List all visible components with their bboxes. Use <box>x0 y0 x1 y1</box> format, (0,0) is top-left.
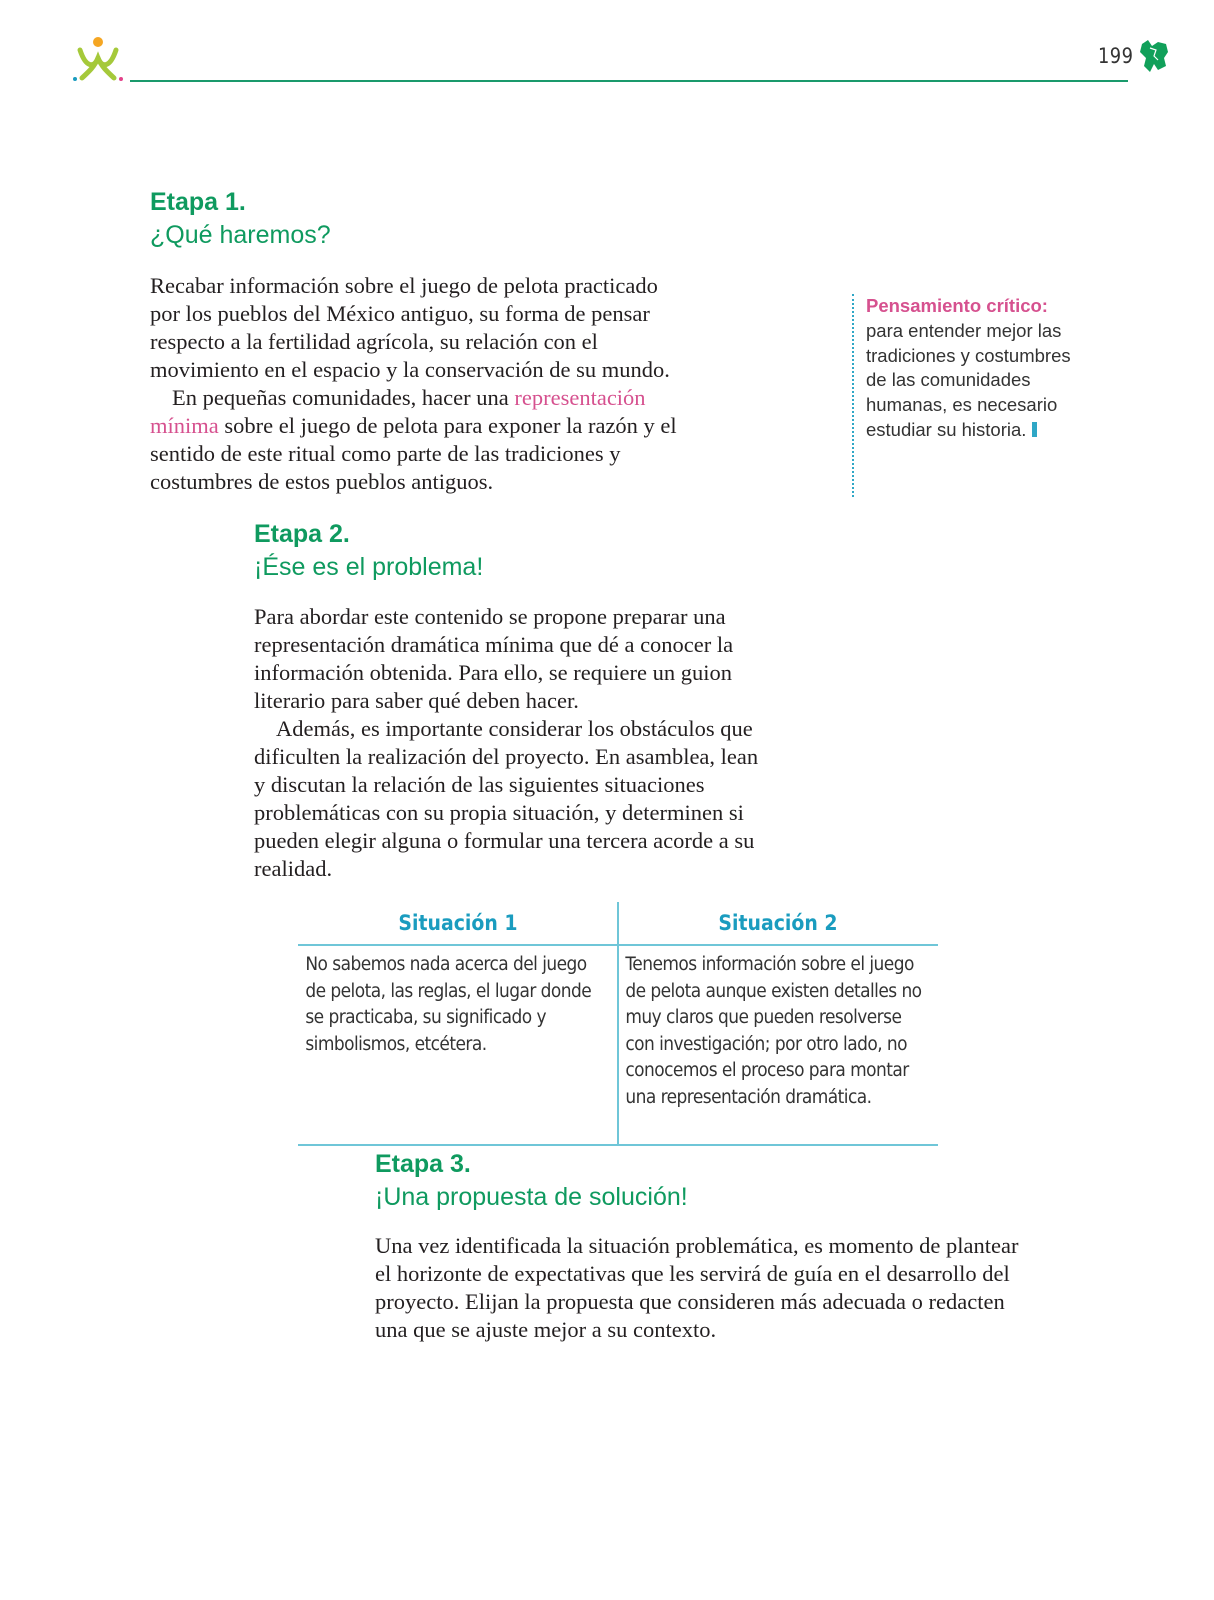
stage2-number: Etapa 2. <box>254 520 350 548</box>
situation-2-cell: Tenemos información sobre el juego de pelota aunque existen detalles no muy claros que pueden resolverse con investigación; por otro lado, no conocemos el proceso para montar una representación dramática. <box>625 954 922 1108</box>
stage2-paragraph-1: Para abordar este contenido se propone preparar una representación dramática mínima que dé a conocer la información obtenida. Para ello, se requiere un guion literario para saber qué deben hacer. <box>254 604 734 713</box>
situations-table <box>298 902 938 1146</box>
stage3-text <box>375 1232 1039 1344</box>
stage1-heading <box>150 186 331 252</box>
stage1-paragraph-2 <box>150 384 690 496</box>
stage1-number: Etapa 1. <box>150 188 246 216</box>
stage3-heading <box>375 1148 688 1214</box>
critical-thinking-note <box>852 294 1076 497</box>
map-icon <box>1138 38 1170 74</box>
situation-1-column <box>298 902 618 1058</box>
situation-1-cell: No sabemos nada acerca del juego de pelota, las reglas, el lugar donde se practicaba, su significado y simbolismos, etcétera. <box>305 954 592 1055</box>
situation-2-column <box>618 902 938 1111</box>
stage1-paragraph-2b: sobre el juego de pelota para exponer la razón y el sentido de este ritual como parte de las tradiciones y costumbres de estos pueblos antiguos. <box>150 413 677 494</box>
header-rule <box>130 80 1128 82</box>
stage2-heading <box>254 518 483 584</box>
stage1-text <box>150 272 690 496</box>
situation-1-header: Situación 1 <box>298 902 618 946</box>
stage1-title: ¿Qué haremos? <box>150 221 331 249</box>
stage2-paragraph-2 <box>254 715 762 883</box>
representacion-minima-term: representación mínima <box>150 385 646 438</box>
table-divider <box>617 902 619 1146</box>
stage1-paragraph-1: Recabar información sobre el juego de pelota practicado por los pueblos del México antiguo, su forma de pensar respecto a la fertilidad agrícola, su relación con el movimiento en el espacio y la conservación de su mundo. <box>150 273 670 382</box>
end-mark-icon <box>1032 422 1037 437</box>
stage2-title: ¡Ése es el problema! <box>254 553 484 581</box>
stage1-paragraph-2a: En pequeñas comunidades, hacer una <box>172 385 515 410</box>
stage3-paragraph-1: Una vez identificada la situación problemática, es momento de plantear el horizonte de expectativas que les servirá de guía en el desarrollo del proyecto. Elijan la propuesta que consideren más adecuada o redacten una que se ajuste mejor a su contexto. <box>375 1233 1019 1342</box>
critical-thinking-text: para entender mejor las tradiciones y costumbres de las comunidades humanas, es necesario estudiar su historia. <box>866 319 1071 440</box>
stage2-text <box>254 603 762 883</box>
page-number: 199 <box>1098 44 1134 68</box>
critical-thinking-label: Pensamiento crítico: <box>866 295 1048 316</box>
stage2-paragraph-2-text: Además, es importante considerar los obstáculos que dificulten la realización del proyecto. En asamblea, lean y discutan la relación de las siguientes situaciones problemáticas con su propia situación, y determinen si pueden elegir alguna o formular una tercera acorde a su realidad. <box>254 716 759 881</box>
stage3-number: Etapa 3. <box>375 1150 471 1178</box>
situation-2-header: Situación 2 <box>618 902 938 946</box>
stage3-title: ¡Una propuesta de solución! <box>375 1183 688 1211</box>
table-bottom-rule <box>298 1144 938 1146</box>
people-logo-icon <box>72 34 124 84</box>
